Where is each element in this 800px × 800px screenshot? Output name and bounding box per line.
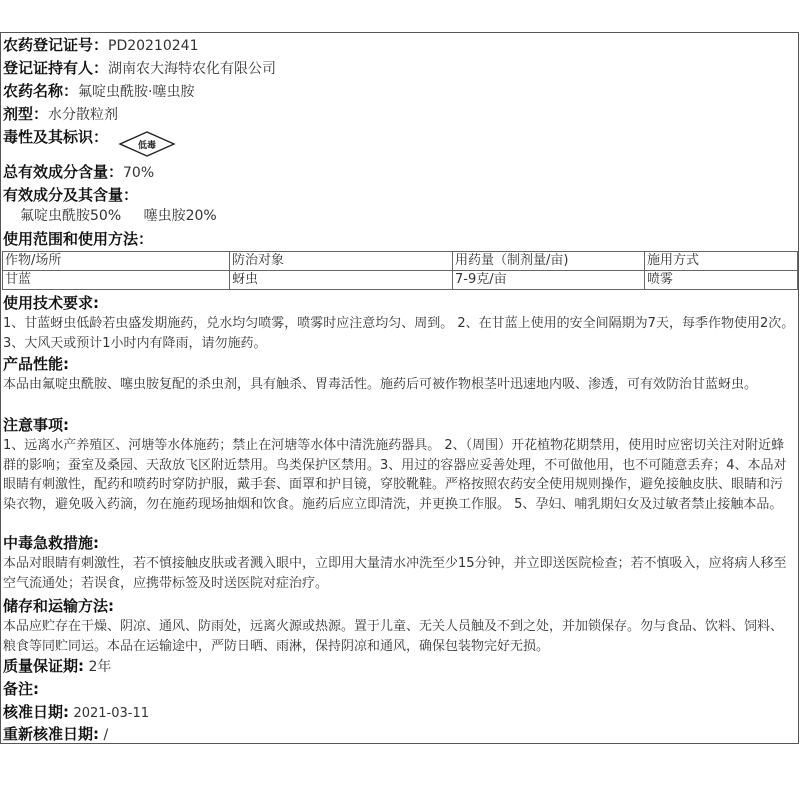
toxicity-label: 毒性及其标识： bbox=[3, 128, 109, 146]
storage-label: 储存和运输方法: bbox=[3, 597, 114, 615]
toxicity-row bbox=[3, 127, 108, 148]
table-cell: 喷雾 bbox=[645, 271, 798, 290]
usage-table bbox=[2, 251, 798, 290]
tech-label: 使用技术要求: bbox=[3, 294, 99, 312]
table-header-cell: 用药量（制剂量/亩) bbox=[453, 252, 645, 271]
table-cell: 蚜虫 bbox=[230, 271, 453, 290]
total-content-row bbox=[3, 162, 154, 183]
shelf-life-value: 2年 bbox=[88, 659, 112, 675]
ingredients-items bbox=[20, 206, 217, 226]
holder-row bbox=[3, 58, 276, 79]
tech-text: 1、甘蓝蚜虫低龄若虫盛发期施药，兑水均匀喷雾，喷雾时应注意均匀、周到。 2、在甘蓝上使用的安全间隔期为7天，每季作物使用2次。3、大风天或预计1小时内有降雨，请勿施药。 bbox=[3, 316, 795, 351]
tech-heading-row bbox=[3, 293, 99, 314]
performance-label: 产品性能: bbox=[3, 355, 69, 373]
total-content-value: 70% bbox=[123, 165, 155, 181]
ingredient-2: 噻虫胺20% bbox=[143, 208, 217, 224]
holder-label: 登记证持有人： bbox=[3, 59, 109, 77]
shelf-life-row bbox=[3, 656, 111, 677]
first-aid-label: 中毒急救措施: bbox=[3, 534, 99, 552]
toxicity-badge-text: 低毒 bbox=[137, 141, 157, 151]
approval-date-row bbox=[3, 702, 149, 724]
table-cell: 7-9克/亩 bbox=[453, 271, 645, 290]
reg-no-label: 农药登记证号： bbox=[3, 36, 109, 54]
total-content-label: 总有效成分含量： bbox=[3, 163, 124, 181]
ingredient-1: 氟啶虫酰胺50% bbox=[20, 208, 122, 224]
reapproval-date-row bbox=[3, 724, 108, 745]
table-cell: 甘蓝 bbox=[3, 271, 230, 290]
table-header-cell: 作物/场所 bbox=[3, 252, 230, 271]
approval-date-label: 核准日期: bbox=[3, 703, 69, 721]
performance-text: 本品由氟啶虫酰胺、噻虫胺复配的杀虫剂，具有触杀、胃毒活性。施药后可被作物根茎叶迅速地内吸、渗透，可有效防治甘蓝蚜虫。 bbox=[3, 377, 758, 392]
formulation-label: 剂型： bbox=[3, 105, 49, 123]
low-toxicity-mark bbox=[118, 131, 176, 157]
usage-label: 使用范围和使用方法： bbox=[3, 230, 154, 248]
shelf-life-label: 质量保证期: bbox=[3, 657, 84, 675]
remarks-row bbox=[3, 679, 39, 700]
ingredients-row bbox=[3, 185, 138, 206]
usage-row bbox=[3, 229, 153, 250]
formulation-value: 水分散粒剂 bbox=[48, 107, 119, 123]
reg-no-row bbox=[3, 35, 199, 56]
precautions-text: 1、远离水产养殖区、河塘等水体施药；禁止在河塘等水体中清洗施药器具。 2、（周围）开花植物花期禁用，使用时应密切关注对附近蜂群的影响；蚕室及桑园、天敌放飞区附近禁用。鸟类保护区禁用。3、用过的容器应妥善处理，不可做他用，也不可随意丢弃；4、本品对眼睛有刺激性，配药和喷药时穿防护服，戴手套、面罩和护目镜，穿胶靴鞋。严格按照农药安全使用规则操作，避免接触皮肤、眼睛和污染衣物，避免吸入药滴，勿在施药现场抽烟和饮食。施药后应立即清洗，并更换工作服。 5、孕妇、哺乳期妇女及过敏者禁止接触本品。 bbox=[3, 438, 787, 512]
name-label: 农药名称： bbox=[3, 82, 79, 100]
name-row bbox=[3, 81, 194, 102]
table-header-cell: 施用方式 bbox=[645, 252, 798, 271]
reg-no-value: PD20210241 bbox=[108, 38, 199, 54]
reapproval-date-label: 重新核准日期: bbox=[3, 725, 99, 743]
remarks-label: 备注: bbox=[3, 680, 39, 698]
storage-heading-row bbox=[3, 596, 114, 617]
approval-date-value: 2021-03-11 bbox=[73, 706, 150, 721]
table-header-cell: 防治对象 bbox=[230, 252, 453, 271]
table-header-row bbox=[3, 252, 798, 271]
formulation-row bbox=[3, 104, 118, 125]
first-aid-heading-row bbox=[3, 533, 99, 554]
first-aid-text: 本品对眼睛有刺激性，若不慎接触皮肤或者溅入眼中，立即用大量清水冲洗至少15分钟，并立即送医院检查；若不慎吸入，应将病人移至空气流通处；若误食，应携带标签及时送医院对症治疗。 bbox=[3, 556, 787, 591]
holder-value: 湖南农大海特农化有限公司 bbox=[108, 61, 277, 77]
table-row bbox=[3, 271, 798, 290]
precautions-label: 注意事项: bbox=[3, 416, 69, 434]
performance-heading-row bbox=[3, 354, 69, 375]
name-value: 氟啶虫酰胺·噻虫胺 bbox=[78, 84, 195, 100]
ingredients-label: 有效成分及其含量： bbox=[3, 186, 139, 204]
reapproval-date-value: / bbox=[103, 727, 109, 743]
precautions-heading-row bbox=[3, 415, 69, 436]
storage-text: 本品应贮存在干燥、阴凉、通风、防雨处，远离火源或热源。置于儿童、无关人员触及不到之处，并加锁保存。勿与食品、饮料、饲料、粮食等同贮同运。本品在运输途中，严防日晒、雨淋，保持阴凉和通风，确保包装物完好无损。 bbox=[3, 619, 784, 654]
